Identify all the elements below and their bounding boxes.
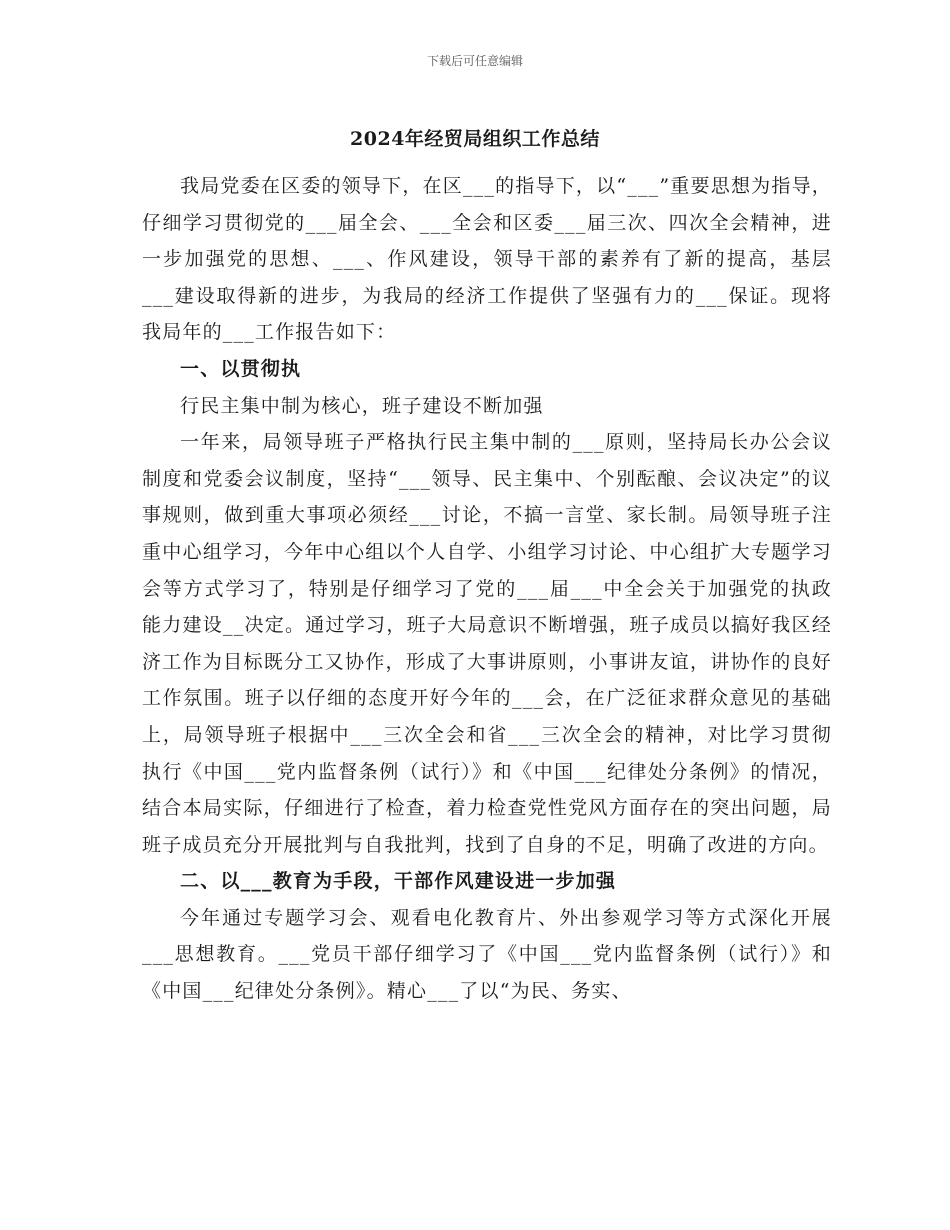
paragraph: 我局党委在区委的领导下，在区___的指导下，以“___”重要思想为指导，仔细学习贯彻党的___届全会、___全会和区委___届三次、四次全会精神，进一步加强党的思想、___、作风建设，领导干部的素养有了新的提高，基层___建设取得新的进步，为我局的经济工作提供了坚强有力的___保证。现将我局年的___工作报告如下： [142,175,832,344]
section-heading: 一、以贯彻执 [180,357,302,380]
section-heading: 二、以___教育为手段，干部作风建设进一步加强 [180,870,617,893]
paragraph: 一年来，局领导班子严格执行民主集中制的___原则，坚持局长办公会议制度和党委会议制度，坚持“___领导、民主集中、个别酝酿、会议决定”的议事规则，做到重大事项必须经___讨论，不搞一言堂、家长制。局领导班子注重中心组学习，今年中心组以个人自学、小组学习讨论、中心组扩大专题学习会等方式学习了，特别是仔细学习了党的___届___中全会关于加强党的执政能力建设__决定。通过学习，班子大局意识不断增强，班子成员以搞好我区经济工作为目标既分工又协作，形成了大事讲原则，小事讲友谊，讲协作的良好工作氛围。班子以仔细的态度开好今年的___会，在广泛征求群众意见的基础上，局领导班子根据中___三次全会和省___三次全会的精神，对比学习贯彻执行《中国___党内监督条例（试行）》和《中国___纪律处分条例》的情况，结合本局实际，仔细进行了检查，着力检查党性党风方面存在的突出问题，局班子成员充分开展批判与自我批判，找到了自身的不足，明确了改进的方向。 [142,431,832,856]
page-header: 下载后可任意编辑 [426,54,523,68]
document-body [142,168,832,1010]
document-title: 2024年经贸局组织工作总结 [350,128,600,150]
paragraph: 行民主集中制为核心，班子建设不断加强 [180,394,544,417]
paragraph: 今年通过专题学习会、观看电化教育片、外出参观学习等方式深化开展___思想教育。___党员干部仔细学习了《中国___党内监督条例（试行）》和《中国___纪律处分条例》。精心___了以“为民、务实、 [142,906,832,1003]
